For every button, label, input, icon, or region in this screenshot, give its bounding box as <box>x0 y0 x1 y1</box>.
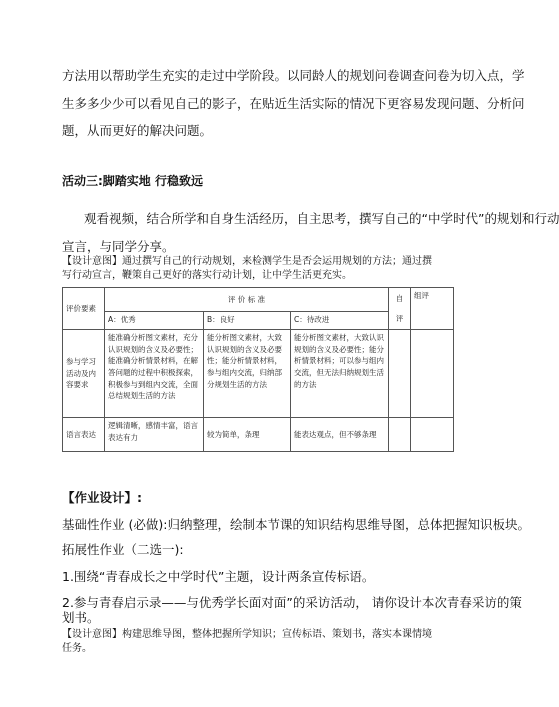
row1-label: 参与学习活动及内容要求 <box>63 330 105 418</box>
homework-design-line-1: 【设计意图】构建思维导图，整体把握所学知识；宣传标语、策划书，落实本课情境 <box>62 629 432 640</box>
row1-b: 能分析图文素材，大致认识规划的含义及必要性；能分析情景材料，参与组内交流，归纳部分规划生活的方法 <box>204 330 291 418</box>
homework-design-line-2: 任务。 <box>62 643 92 654</box>
homework-basic: 基础性作业 (必做):归纳整理，绘制本节课的知识结构思维导图，总体把握知识板块。 <box>62 517 530 532</box>
row2-a: 逻辑清晰，感情丰富，语言表达有力 <box>105 418 204 452</box>
intro-line-1: 方法用以帮助学生充实的走过中学阶段。以同龄人的规划问卷调查问卷为切入点，学 <box>62 68 525 83</box>
homework-option-2-line-2: 划书。 <box>62 610 100 625</box>
intro-line-3: 题，从而更好的解决问题。 <box>62 123 213 138</box>
homework-extend: 拓展性作业（二选一): <box>62 542 184 557</box>
activity3-title: 活动三:脚踏实地 行稳致远 <box>62 174 203 188</box>
header-standard: 评 价 标 准 <box>105 288 389 312</box>
grade-b: B：良好 <box>204 312 291 330</box>
row2-label: 语言表达 <box>63 418 105 452</box>
header-element: 评价要素 <box>63 288 105 330</box>
row1-group <box>411 330 454 418</box>
grade-a: A：优秀 <box>105 312 204 330</box>
header-self-eval <box>389 288 411 330</box>
header-self-1: 自 <box>395 293 404 303</box>
row2-self <box>389 418 411 452</box>
activity3-design-line-1: 【设计意图】通过撰写自己的行动规划，来检测学生是否会运用规划的方法；通过撰 <box>62 256 432 267</box>
header-group-eval: 组评 <box>411 288 454 330</box>
homework-option-2-line-1: 2.参与青春启示录——与优秀学长面对面”的采访活动， 请你设计本次青春采访的策 <box>62 595 522 610</box>
homework-option-1: 1.围绕“青春成长之中学时代”主题，设计两条宣传标语。 <box>62 569 375 584</box>
activity3-design-line-2: 写行动宣言，鞭策自己更好的落实行动计划，让中学生活更充实。 <box>62 270 352 281</box>
evaluation-table <box>62 287 454 452</box>
intro-line-2: 生多多少少可以看见自己的影子，在贴近生活实际的情况下更容易发现问题、分析问 <box>62 96 525 111</box>
header-self-2: 评 <box>395 313 404 323</box>
row1-a: 能准确分析图文素材，充分认识规划的含义及必要性；能准确分析情景材料，在解答问题的过程中积极探索，积极参与到组内交流，全面总结规划生活的方法 <box>105 330 204 418</box>
row1-c: 能分析图文素材，大致认识规划的含义及必要性；能分析情景材料；可以参与组内交流，但无法归纳规划生活的方法 <box>291 330 389 418</box>
row2-c: 能表达观点，但不够条理 <box>291 418 389 452</box>
row2-group <box>411 418 454 452</box>
row2-b: 较为简单，条理 <box>204 418 291 452</box>
grade-c: C：待改进 <box>291 312 389 330</box>
activity3-line-1: 观看视频，结合所学和自身生活经历，自主思考，撰写自己的“中学时代”的规划和行动 <box>84 211 559 226</box>
homework-title: 【作业设计】: <box>62 490 142 505</box>
row1-self <box>389 330 411 418</box>
activity3-line-2: 宣言，与同学分享。 <box>62 239 175 254</box>
